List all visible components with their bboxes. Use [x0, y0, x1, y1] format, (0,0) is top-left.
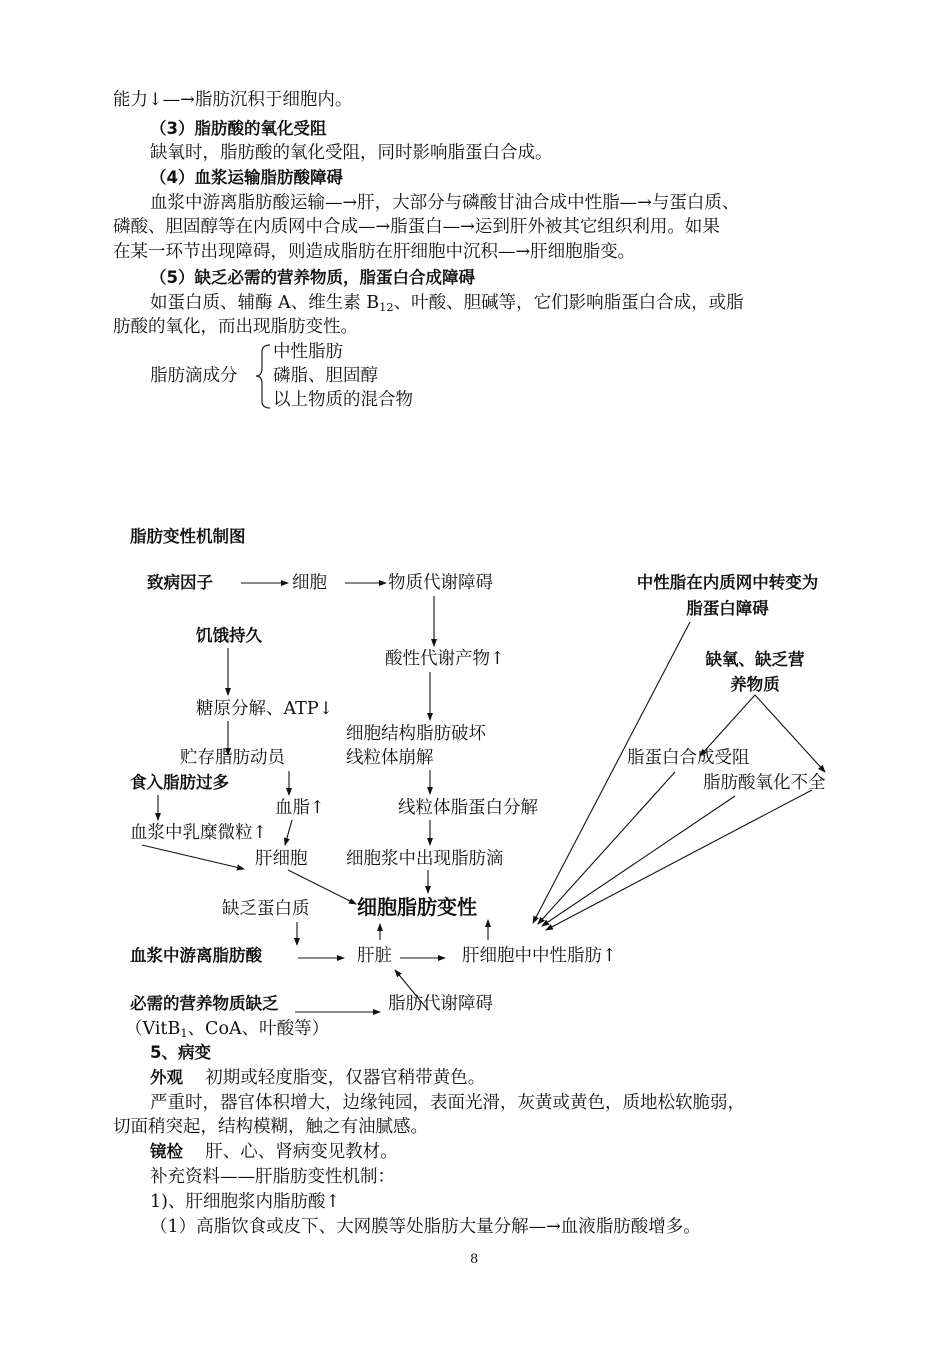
node-glycogen-atp: 糖原分解、ATP↓	[196, 699, 334, 719]
droplet-item-phospholipid: 磷脂、胆固醇	[273, 366, 378, 386]
text-microscopy: 镜检 肝、心、肾病变见教材。	[150, 1142, 398, 1162]
diagram-title: 脂肪变性机制图	[130, 527, 246, 546]
node-blood-lipid: 血脂↑	[275, 798, 325, 818]
node-mitochondria-collapse: 线粒体崩解	[346, 748, 434, 768]
node-hepatocyte: 肝细胞	[255, 849, 308, 869]
text-supplement: 补充资料——肝脂肪变性机制：	[150, 1167, 395, 1187]
node-fat-mobilization: 贮存脂肪动员	[180, 748, 285, 768]
heading-plasma-transport: （4）血浆运输脂肪酸障碍	[150, 168, 343, 187]
text-nutrients-1: 如蛋白质、辅酶 A、维生素 $B_{12}$、叶酸、胆碱等，它们影响脂蛋白合成，或脂	[150, 293, 744, 315]
node-cell: 细胞	[292, 573, 327, 593]
node-hypoxia-2: 养物质	[730, 675, 780, 694]
node-liver: 肝脏	[357, 946, 392, 966]
text-appearance: 外观 初期或轻度脂变，仅器官稍带黄色。	[150, 1068, 486, 1088]
node-fat-intake: 食入脂肪过多	[130, 773, 229, 792]
node-plasma-ffa: 血浆中游离脂肪酸	[130, 946, 262, 965]
node-acidic-products: 酸性代谢产物↑	[385, 649, 505, 669]
node-er-conversion-1: 中性脂在内质网中转变为	[636, 573, 819, 592]
node-chylomicron: 血浆中乳糜微粒↑	[130, 823, 268, 843]
droplet-item-mixture: 以上物质的混合物	[273, 390, 413, 410]
node-fatty-degeneration: 细胞脂肪变性	[357, 895, 477, 919]
text-hypoxia: 缺氧时，脂肪酸的氧化受阻，同时影响脂蛋白合成。	[150, 143, 553, 163]
text-item-1: 1)、肝细胞浆内脂肪酸↑	[150, 1192, 341, 1212]
node-structural-damage: 细胞结构脂肪破坏	[346, 724, 486, 744]
node-lipoprotein-synthesis: 脂蛋白合成受阻	[627, 748, 750, 768]
node-fa-oxidation-incomplete: 脂肪酸氧化不全	[703, 773, 826, 793]
label-appearance: 外观	[150, 1068, 183, 1087]
text-line-fat-accumulation: 能力↓—→脂肪沉积于细胞内。	[113, 90, 353, 110]
node-er-conversion-2: 脂蛋白障碍	[686, 599, 769, 618]
text-plasma-1: 血浆中游离脂肪酸运输—→肝，大部分与磷酸甘油合成中性脂—→与蛋白质、	[150, 193, 740, 213]
text-nutrients-2: 肪酸的氧化，而出现脂肪变性。	[113, 317, 358, 337]
node-hepatocyte-neutral-fat: 肝细胞中中性脂肪↑	[462, 946, 617, 966]
node-cytoplasm-droplets: 细胞浆中出现脂肪滴	[346, 849, 504, 869]
node-vitamins: （VitB$_1$、CoA、叶酸等）	[125, 1019, 330, 1041]
node-pathogenic-factor: 致病因子	[147, 573, 213, 592]
text-plasma-2: 磷酸、胆固醇等在内质网中合成—→脂蛋白—→运到肝外被其它组织利用。如果	[113, 217, 720, 237]
node-fat-metabolism-disorder: 脂肪代谢障碍	[388, 994, 493, 1014]
node-hypoxia-1: 缺氧、缺乏营	[705, 650, 805, 669]
node-protein-lack: 缺乏蛋白质	[222, 899, 310, 919]
text-severe-2: 切面稍突起，结构模糊，触之有油腻感。	[113, 1117, 428, 1137]
fat-droplet-label: 脂肪滴成分	[150, 366, 238, 386]
text-item-1-1: （1）高脂饮食或皮下、大网膜等处脂肪大量分解—→血液脂肪酸增多。	[150, 1217, 701, 1237]
heading-fatty-acid-oxidation: （3）脂肪酸的氧化受阻	[150, 119, 327, 138]
text-severe-1: 严重时，器官体积增大，边缘钝园，表面光滑，灰黄或黄色，质地松软脆弱，	[150, 1093, 745, 1113]
label-microscopy: 镜检	[150, 1142, 183, 1161]
node-prolonged-hunger: 饥饿持久	[196, 626, 262, 645]
node-metabolic-disorder: 物质代谢障碍	[388, 573, 493, 593]
text-plasma-3: 在某一环节出现障碍，则造成脂肪在肝细胞中沉积—→肝细胞脂变。	[113, 242, 636, 262]
droplet-item-neutral-fat: 中性脂肪	[273, 342, 343, 362]
node-mito-lipoprotein: 线粒体脂蛋白分解	[398, 798, 538, 818]
heading-lesions: 5、病变	[150, 1043, 211, 1062]
heading-nutrient-lack: （5）缺乏必需的营养物质，脂蛋白合成障碍	[150, 268, 475, 287]
page-number: 8	[470, 1252, 479, 1267]
node-essential-nutrients: 必需的营养物质缺乏	[130, 994, 279, 1013]
